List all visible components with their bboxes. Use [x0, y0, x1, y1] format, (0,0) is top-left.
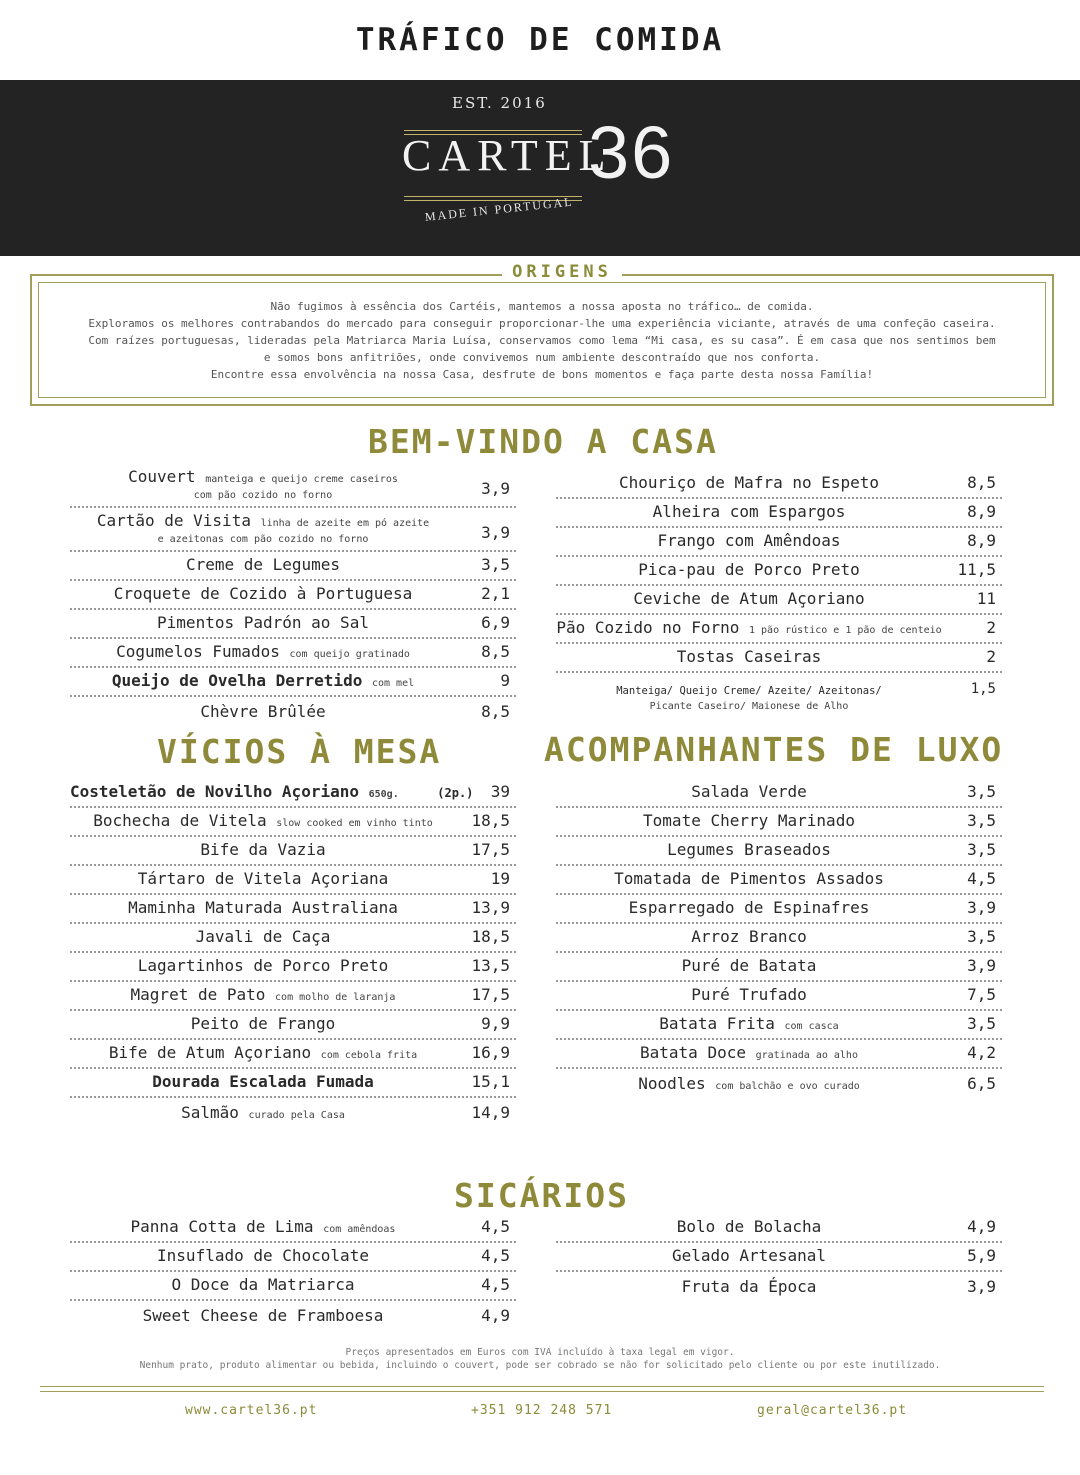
menu-item	[556, 673, 1002, 717]
menu-item-price: 18,5	[471, 811, 510, 830]
menu-item	[556, 895, 1002, 924]
menu-item-name: Frango com Amêndoas	[657, 531, 841, 550]
menu-item-name: Pica-pau de Porco Preto	[638, 560, 860, 579]
menu-item-price: 6,9	[481, 613, 510, 632]
menu-item-price: 11	[976, 589, 996, 608]
menu-item-name: Bolo de Bolacha	[676, 1217, 822, 1236]
footer-rule	[40, 1386, 1044, 1387]
menu-item	[70, 668, 516, 697]
menu-item-name: Manteiga/ Queijo Creme/ Azeite/ Azeitonas/ Picante Caseiro/ Maionese de Alho	[616, 685, 882, 712]
menu-item	[556, 924, 1002, 953]
origens-text	[38, 298, 1046, 383]
menu-item-name: Couvert manteiga e queijo creme caseiros com pão cozido no forno	[128, 467, 398, 501]
brand-banner	[0, 80, 1080, 256]
menu-item-name: Legumes Braseados	[667, 840, 831, 859]
menu-item	[556, 808, 1002, 837]
menu-item	[70, 779, 516, 808]
menu-item-price: 9,9	[481, 1014, 510, 1033]
menu-item-name: Noodles com balchão e ovo curado	[638, 1074, 860, 1093]
menu-item-name: Pão Cozido no Forno 1 pão rústico e 1 pão de centeio	[556, 618, 942, 637]
section-title-sicarios: SICÁRIOS	[454, 1176, 629, 1215]
menu-item	[556, 953, 1002, 982]
menu-item	[556, 586, 1002, 615]
menu-sicarios-left	[70, 1214, 516, 1330]
menu-item-price: 4,5	[481, 1246, 510, 1265]
menu-item-name: Bife de Atum Açoriano com cebola frita	[108, 1043, 418, 1062]
menu-item	[556, 779, 1002, 808]
menu-item	[556, 837, 1002, 866]
menu-item	[70, 1011, 516, 1040]
menu-item	[70, 697, 516, 726]
menu-item-price: 2	[986, 618, 996, 637]
menu-item-name: Arroz Branco	[691, 927, 807, 946]
menu-item-price: 3,5	[967, 1014, 996, 1033]
menu-item-price: 3,5	[481, 555, 510, 574]
footer-note	[0, 1346, 1080, 1372]
menu-item-price: 3,5	[967, 840, 996, 859]
menu-item-name: Lagartinhos de Porco Preto	[137, 956, 389, 975]
menu-item-name: Gelado Artesanal	[671, 1246, 827, 1265]
menu-item	[70, 610, 516, 639]
menu-item	[556, 557, 1002, 586]
menu-item-price: 17,5	[471, 840, 510, 859]
menu-item-name: Javali de Caça	[195, 927, 331, 946]
origens-line: e somos bons anfitriões, onde convivemos num ambiente descontraído que nos conforta.	[263, 351, 821, 364]
menu-item-name: Cartão de Visita linha de azeite em pó azeite e azeitonas com pão cozido no forno	[96, 511, 430, 545]
menu-item	[70, 1243, 516, 1272]
menu-item-price: 4,5	[481, 1217, 510, 1236]
menu-item	[556, 499, 1002, 528]
menu-item	[70, 639, 516, 668]
phone-link[interactable]: +351 912 248 571	[471, 1403, 613, 1418]
page-title: TRÁFICO DE COMIDA	[355, 22, 725, 58]
menu-item-price: 16,9	[471, 1043, 510, 1062]
menu-item-price: 3,9	[967, 956, 996, 975]
menu-item-price: 9	[500, 671, 510, 690]
menu-item-price: 13,9	[471, 898, 510, 917]
menu-bemvindo-left	[70, 464, 516, 726]
menu-item-price: 3,9	[481, 479, 510, 498]
origens-box	[30, 262, 1054, 406]
footer-note-line: Preços apresentados em Euros com IVA incluído à taxa legal em vigor.	[345, 1347, 735, 1358]
menu-item	[70, 895, 516, 924]
menu-item	[70, 581, 516, 610]
menu-item	[556, 982, 1002, 1011]
menu-item	[70, 552, 516, 581]
menu-item-name: Tártaro de Vitela Açoriana	[137, 869, 389, 888]
menu-item-price: 8,5	[481, 702, 510, 721]
section-title-acompanhantes: ACOMPANHANTES DE LUXO	[544, 730, 1004, 769]
menu-item-name: Magret de Pato com molho de laranja	[130, 985, 396, 1004]
menu-item-name: Chèvre Brûlée	[200, 702, 326, 721]
menu-item-price: 8,9	[967, 502, 996, 521]
brand-logo-text: CARTEL	[402, 131, 613, 180]
menu-item	[556, 1243, 1002, 1272]
menu-vicios	[70, 779, 516, 1127]
menu-item-price: 2	[986, 647, 996, 666]
brand-logo-number: 36	[588, 111, 675, 194]
menu-item	[70, 1098, 516, 1127]
menu-item-price: 6,5	[967, 1074, 996, 1093]
menu-item	[556, 1011, 1002, 1040]
menu-item-name: Sweet Cheese de Framboesa	[142, 1306, 384, 1325]
menu-item	[70, 808, 516, 837]
menu-item	[70, 1301, 516, 1330]
menu-item-name: Alheira com Espargos	[652, 502, 846, 521]
menu-item	[70, 1214, 516, 1243]
email-link[interactable]: geral@cartel36.pt	[757, 1403, 908, 1418]
menu-item-price: 4,5	[481, 1275, 510, 1294]
menu-item-price: 3,5	[967, 927, 996, 946]
menu-item-price: 14,9	[471, 1103, 510, 1122]
menu-item-name: Chouriço de Mafra no Espeto	[618, 473, 880, 492]
menu-item-price: 13,5	[471, 956, 510, 975]
menu-item-name: Costeletão de Novilho Açoriano 650g. (2p.)	[70, 782, 474, 801]
menu-item-name: Bochecha de Vitela slow cooked em vinho tinto	[93, 811, 433, 830]
menu-item-name: Tostas Caseiras	[676, 647, 822, 666]
menu-item-name: Croquete de Cozido à Portuguesa	[113, 584, 413, 603]
website-link[interactable]: www.cartel36.pt	[185, 1403, 318, 1418]
menu-item-price: 3,9	[967, 1277, 996, 1296]
menu-item-price: 8,5	[967, 473, 996, 492]
menu-item-name: O Doce da Matriarca	[171, 1275, 355, 1294]
menu-item-name: Puré de Batata	[681, 956, 817, 975]
menu-item	[70, 464, 516, 508]
section-title-vicios: VÍCIOS À MESA	[157, 732, 442, 771]
menu-item-price: 39	[490, 782, 510, 801]
menu-item-price: 8,5	[481, 642, 510, 661]
menu-item-name: Maminha Maturada Australiana	[128, 898, 398, 917]
menu-item-price: 1,5	[970, 681, 996, 697]
brand-tagline: MADE IN PORTUGAL	[424, 194, 575, 224]
menu-item-price: 4,5	[967, 869, 996, 888]
menu-item	[70, 1272, 516, 1301]
menu-item	[70, 866, 516, 895]
origens-line: Não fugimos à essência dos Cartéis, mantemos a nossa aposta no tráfico… de comida.	[270, 300, 814, 313]
menu-item	[556, 644, 1002, 673]
menu-item-price: 7,5	[967, 985, 996, 1004]
menu-item-name: Cogumelos Fumados com queijo gratinado	[116, 642, 410, 661]
menu-item	[70, 1040, 516, 1069]
menu-item	[70, 953, 516, 982]
menu-item	[70, 924, 516, 953]
menu-item	[556, 866, 1002, 895]
menu-item-price: 11,5	[957, 560, 996, 579]
menu-item-name: Peito de Frango	[190, 1014, 336, 1033]
menu-item-price: 2,1	[481, 584, 510, 603]
footer-note-line: Nenhum prato, produto alimentar ou bebida, incluindo o couvert, pode ser cobrado se não for solicitado pelo cliente ou por este inutilizado.	[139, 1360, 941, 1371]
menu-item	[70, 1069, 516, 1098]
menu-item-name: Insuflado de Chocolate	[157, 1246, 369, 1265]
menu-item-price: 5,9	[967, 1246, 996, 1265]
menu-item	[556, 528, 1002, 557]
origens-line: Com raízes portuguesas, lideradas pela Matriarca Maria Luísa, conservamos como lema “Mi casa, es su casa”. É em casa que nos sentimos bem	[88, 334, 996, 347]
menu-item-price: 4,9	[967, 1217, 996, 1236]
menu-item-price: 3,5	[967, 811, 996, 830]
menu-item-price: 17,5	[471, 985, 510, 1004]
menu-item	[70, 837, 516, 866]
menu-item-name: Panna Cotta de Lima com amêndoas	[130, 1217, 396, 1236]
menu-item	[70, 982, 516, 1011]
menu-item-name: Tomatada de Pimentos Assados	[614, 869, 884, 888]
menu-bemvindo-right	[556, 470, 1002, 717]
menu-item-price: 3,9	[481, 523, 510, 542]
origens-title: ORIGENS	[502, 262, 622, 282]
menu-item-name: Batata Frita com casca	[659, 1014, 839, 1033]
menu-item	[70, 508, 516, 552]
menu-item-price: 3,9	[967, 898, 996, 917]
menu-item-name: Dourada Escalada Fumada	[152, 1072, 374, 1091]
menu-item	[556, 1272, 1002, 1301]
menu-acompanhantes	[556, 779, 1002, 1098]
menu-item-name: Creme de Legumes	[185, 555, 341, 574]
menu-item-name: Fruta da Época	[681, 1277, 817, 1296]
menu-item-name: Queijo de Ovelha Derretido com mel	[111, 671, 415, 690]
menu-item-price: 4,9	[481, 1306, 510, 1325]
menu-item-name: Tomate Cherry Marinado	[643, 811, 855, 830]
menu-item-price: 15,1	[471, 1072, 510, 1091]
menu-item	[556, 1214, 1002, 1243]
menu-item	[556, 1040, 1002, 1069]
menu-item-name: Salmão curado pela Casa	[181, 1103, 345, 1122]
menu-item-price: 8,9	[967, 531, 996, 550]
menu-item-price: 4,2	[967, 1043, 996, 1062]
menu-item-name: Batata Doce gratinada ao alho	[640, 1043, 858, 1062]
origens-line: Encontre essa envolvência na nossa Casa, desfrute de bons momentos e faça parte desta nossa Família!	[210, 368, 874, 381]
established-label: EST. 2016	[452, 94, 547, 112]
menu-item-price: 3,5	[967, 782, 996, 801]
footer-rule-2	[40, 1391, 1044, 1392]
menu-item	[556, 615, 1002, 644]
menu-item-price: 19	[490, 869, 510, 888]
section-title-bemvindo: BEM-VINDO A CASA	[368, 422, 718, 461]
menu-item	[556, 470, 1002, 499]
origens-line: Exploramos os melhores contrabandos do mercado para conseguir proporcionar-lhe uma experiência viciante, através de uma confeção caseira.	[88, 317, 996, 330]
menu-sicarios-right	[556, 1214, 1002, 1301]
menu-item-name: Pimentos Padrón ao Sal	[157, 613, 369, 632]
menu-item-name: Esparregado de Espinafres	[628, 898, 870, 917]
menu-item-name: Salada Verde	[691, 782, 807, 801]
menu-item-name: Puré Trufado	[691, 985, 807, 1004]
menu-item	[556, 1069, 1002, 1098]
menu-item-name: Ceviche de Atum Açoriano	[633, 589, 865, 608]
menu-item-price: 18,5	[471, 927, 510, 946]
menu-item-name: Bife da Vazia	[200, 840, 326, 859]
